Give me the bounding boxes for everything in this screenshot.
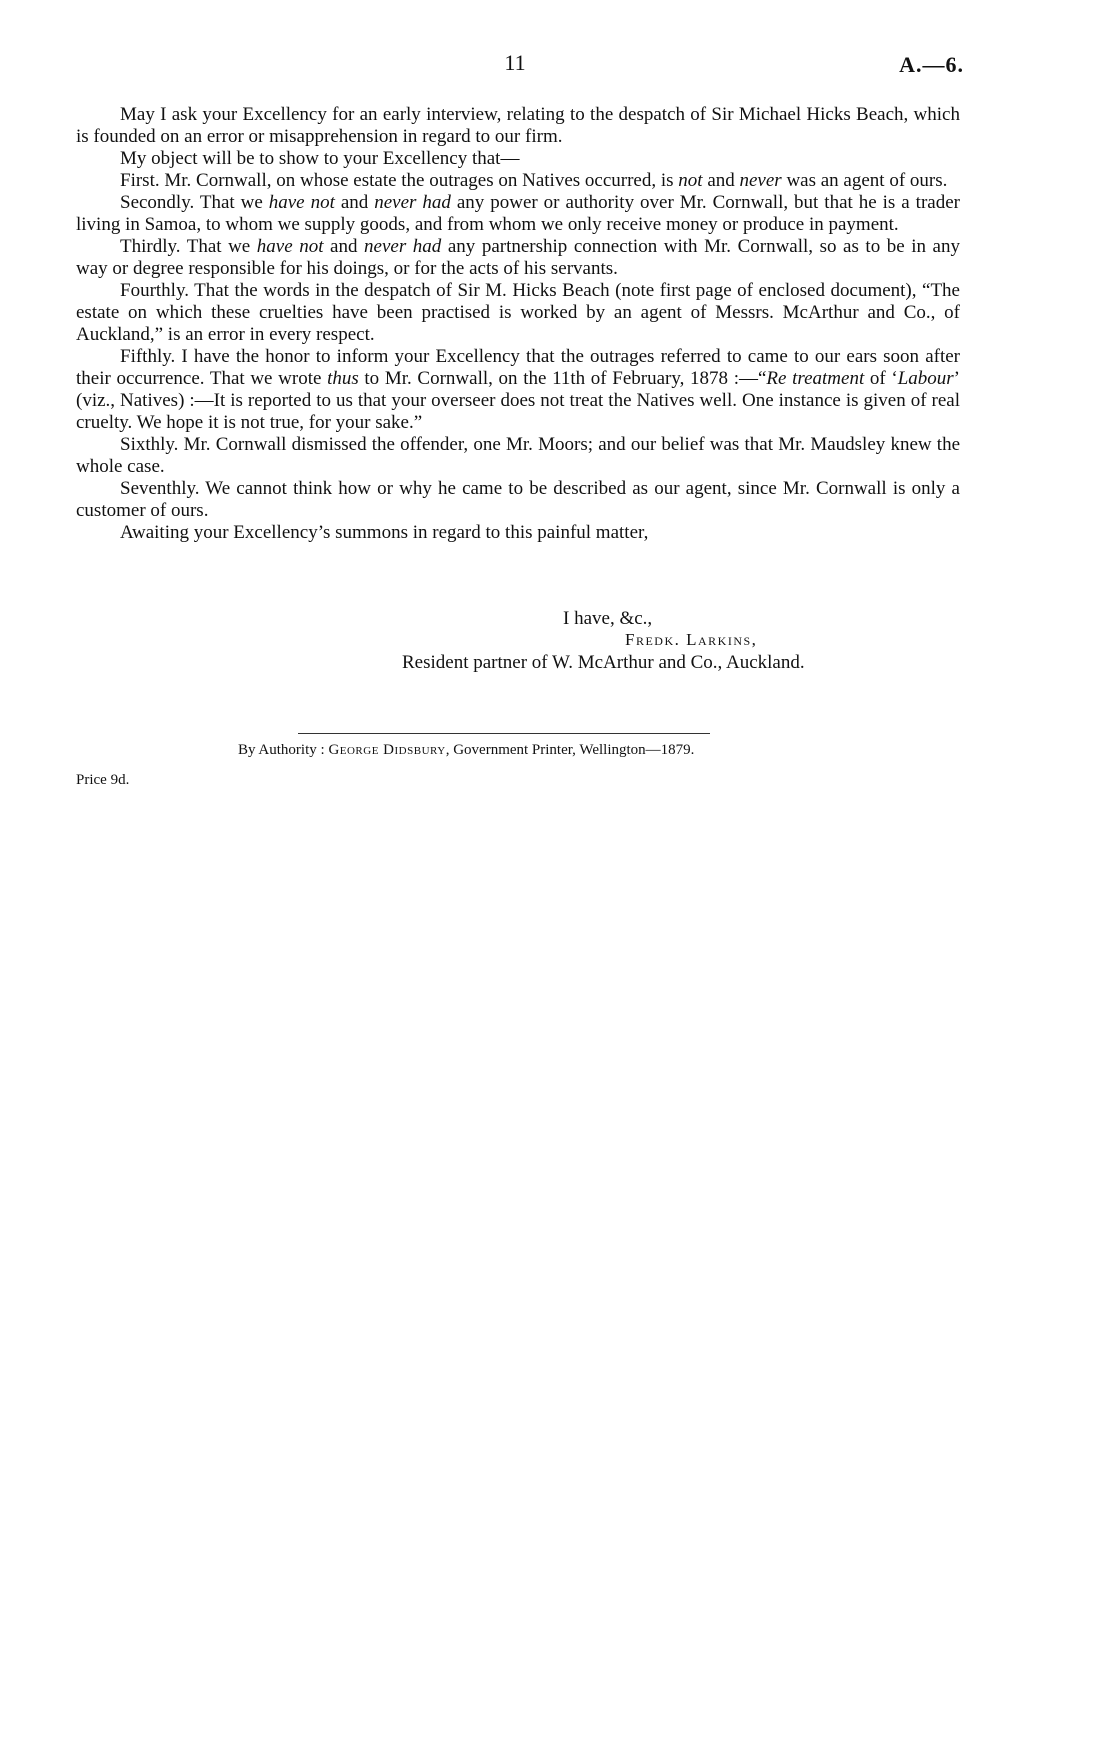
paragraph-text: May I ask your Excellency for an early interview, relating to the despatch of Sir Michael Hicks Beach, which is founded on an error or misapprehension in regard to our firm.: [76, 104, 960, 147]
letter-body: [76, 104, 960, 544]
paragraph-text: to Mr. Cornwall, on the 11th of February, 1878 :—“: [358, 368, 767, 389]
signoff-closing: I have, &c.,: [563, 608, 653, 629]
paragraph-text: Awaiting your Excellency’s summons in regard to this painful matter,: [120, 522, 649, 543]
page-number: 11: [504, 50, 526, 75]
letter-paragraph: [76, 434, 960, 478]
letter-paragraph: [76, 236, 960, 280]
paragraph-text: Thirdly. That we: [120, 236, 257, 257]
letter-paragraph: [76, 346, 960, 434]
paragraph-text: any power or authority over Mr. Cornwall, but that he is a trader living in Samoa, to whom we supply goods, and from whom we only receive money or produce in payment.: [76, 192, 960, 235]
letter-paragraph: [76, 192, 960, 236]
paragraph-text: of ‘: [864, 368, 898, 389]
paragraph-text: was an agent of ours.: [781, 170, 948, 191]
emphasis-text: not: [678, 170, 703, 191]
paragraph-text: and: [334, 192, 375, 213]
letter-paragraph: [76, 148, 960, 170]
paragraph-text: Secondly. That we: [120, 192, 269, 213]
letter-paragraph: [76, 478, 960, 522]
emphasis-text: Re treatment: [766, 368, 865, 389]
emphasis-text: never had: [364, 236, 442, 257]
letter-paragraph: [76, 522, 960, 544]
paragraph-text: Seventhly. We cannot think how or why he came to be described as our agent, since Mr. Cornwall is only a customer of ours.: [76, 478, 960, 521]
paragraph-text: and: [702, 170, 740, 191]
emphasis-text: thus: [327, 368, 359, 389]
emphasis-text: never had: [374, 192, 451, 213]
emphasis-text: never: [739, 170, 782, 191]
price-note: Price 9d.: [76, 772, 130, 788]
paragraph-text: My object will be to show to your Excellency that—: [120, 148, 520, 169]
paragraph-text: Fifthly. I have the honor to inform your Excellency that the outrages referred to came to our ears soon after their occurrence. That we wrote: [76, 346, 960, 389]
imprint-prefix: By Authority :: [238, 742, 329, 758]
imprint-suffix: , Government Printer, Wellington—1879.: [445, 742, 695, 758]
paragraph-text: Sixthly. Mr. Cornwall dismissed the offender, one Mr. Moors; and our belief was that Mr. Maudsley knew the whole case.: [76, 434, 960, 477]
paragraph-text: First. Mr. Cornwall, on whose estate the outrages on Natives occurred, is: [120, 170, 679, 191]
document-reference: A.—6.: [899, 52, 964, 77]
printer-imprint: [238, 742, 694, 759]
letter-paragraph: [76, 104, 960, 148]
footer-divider: [298, 733, 710, 734]
letter-paragraph: [76, 280, 960, 346]
paragraph-text: ’ (viz., Natives) :—It is reported to us that your overseer does not treat the Natives well. One instance is given of real cruelty. We hope it is not true, for your sake.”: [76, 368, 960, 433]
emphasis-text: have not: [268, 192, 335, 213]
signoff-title: Resident partner of W. McArthur and Co., Auckland.: [402, 652, 805, 673]
paragraph-text: and: [323, 236, 365, 257]
emphasis-text: have not: [256, 236, 324, 257]
paragraph-text: any partnership connection with Mr. Cornwall, so as to be in any way or degree responsible for his doings, or for the acts of his servants.: [76, 236, 960, 279]
paragraph-text: Fourthly. That the words in the despatch of Sir M. Hicks Beach (note first page of enclosed document), “The estate on which these cruelties have been practised is worked by an agent of Messrs. McArthur and Co., of Auckland,” is an error in every respect.: [76, 280, 960, 345]
imprint-printer: George Didsbury: [328, 742, 446, 758]
signoff-name: Fredk. Larkins,: [625, 630, 758, 649]
emphasis-text: Labour: [897, 368, 954, 389]
letter-paragraph: [76, 170, 960, 192]
